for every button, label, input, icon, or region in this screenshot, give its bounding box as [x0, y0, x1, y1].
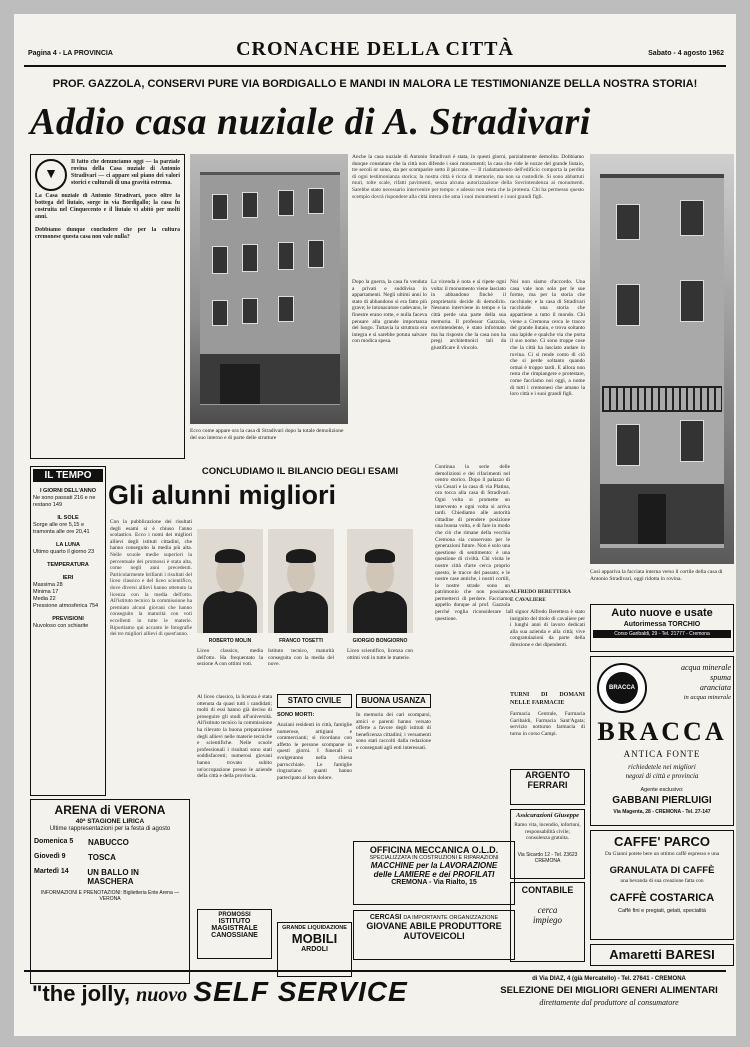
student-name-1: ROBERTO MOLIN — [208, 638, 252, 644]
arena-title: ARENA di VERONA — [54, 803, 166, 817]
jolly-text: "the jolly, — [32, 981, 131, 1006]
header-date: Sabato - 4 agosto 1962 — [648, 50, 724, 57]
student-photo-2 — [268, 529, 334, 633]
weather-line: Pressione atmosferica 754 — [33, 603, 99, 609]
weather-line: Media 22 — [33, 596, 56, 602]
istituto-l2: ISTITUTO — [218, 918, 251, 925]
assic-l3: CREMONA — [534, 858, 561, 864]
arena-opera: TOSCA — [88, 853, 116, 862]
weather-line: Minima 17 — [33, 589, 59, 595]
weather-line: IERI — [62, 575, 74, 581]
bottom-addr: di Via DIAZ, 4 (già Mercatello) - Tel. 27641 - CREMONA — [532, 976, 686, 982]
warning-logo-icon: ▼ — [35, 159, 67, 191]
subheadline: PROF. GAZZOLA, CONSERVI PURE VIA BORDIGALLO E MANDI IN MALORA LE TESTIMONIANZE DELLA NOSTRA STORIA! — [52, 78, 698, 90]
exams-headline: Gli alunni migliori — [108, 480, 337, 510]
arena-day-row — [34, 853, 186, 862]
bottom-sel1: SELEZIONE DEI MIGLIORI GENERI ALIMENTARI — [500, 985, 718, 996]
article-col-1: Dopo la guerra, la casa fu venduta a privati e suddivisa in appartamenti. Negli ultimi anni lo stato di abbandono si era fatto più grave; le intonacature cadevano, le finestre erano rotte, e nulla faceva pensare alla grande importanza del luogo. Tuttavia la struttura era integra e si sarebbe potuta salvare con modica spesa. — [352, 279, 427, 345]
bracca-ad — [590, 656, 734, 826]
amaretti-ad: Amaretti BARESI — [590, 944, 734, 966]
arena-day-row — [34, 838, 186, 847]
caffe-l2: CAFFÈ COSTARICA — [609, 892, 715, 904]
officina-l1: SPECIALIZZATA IN COSTRUZIONI E RIPARAZIONI — [369, 855, 499, 861]
weather-line: Massima 28 — [33, 582, 63, 588]
bracca-agent-name: GABBANI PIERLUIGI — [612, 795, 712, 806]
istituto-l1: PROMOSSI — [218, 912, 251, 918]
assicurazioni-ad — [510, 809, 585, 879]
self-service-text: SELF SERVICE — [193, 976, 408, 1007]
bracca-top3: aranciata — [699, 683, 731, 692]
auto-title: Auto nuove e usate — [611, 607, 713, 619]
mobili-l1: GRANDE LIQUIDAZIONE — [282, 925, 347, 931]
cercasi-l2: GIOVANE ABILE PRODUTTORE — [366, 921, 502, 931]
caffe-text-2: una bevanda di sua creazione fatta con — [620, 878, 704, 884]
mobili-l2: MOBILI — [291, 931, 338, 946]
lead-p2: La Casa nuziale di Antonio Stradivari, poco oltre la bottega del liutaio, sorge in via Bordigallo; la casa fu costruita nel Cinquecento e il liutaio vi abitò per molti anni. — [35, 193, 180, 220]
photo-caption-left: Ecco come appare ora la casa di Stradivari dopo la totale demolizione del suo interno e di parte delle strutture — [190, 428, 344, 441]
weather-line: Ultimo quarto il giorno 23 — [33, 549, 95, 555]
bracca-top4: in acqua minerale — [683, 694, 731, 701]
main-headline: Addio casa nuziale di A. Stradivari — [30, 101, 591, 143]
arena-note: Ultime rappresentazioni per la festa di agosto — [49, 826, 171, 832]
officina-l3: delle LAMIERE e dei PROFILATI — [373, 870, 495, 879]
student-caption-1: Liceo classico, media dell'otto. Ha frequentato la sezione A con ottimi voti. — [197, 648, 263, 668]
article-intro: Anche la casa nuziale di Antonio Stradivari è stata, in questi giorni, parzialmente demolita. Dobbiamo dunque constatare che la città non difende i suoi monumenti; la casa che vide le nozze del grande liutaio, tre secoli or sono, sta per scomparire sotto il piccone. — Il riadattamento dell'edificio comporta la perdita di ogni testimonianza storica; la nostra città è ricca di memorie, ma non sa custodirle. Si sono abbattuti muri, tolte scale, rifatti pavimenti, senza alcuna autorizzazione della Sovrintendenza ai monumenti. Sarebbe stato necessario intervenire per tempo: e adesso non resta che la protesta. Chi ha permesso questo scempio dovrà rispondere alla città intera che ama i suoi monumenti e i suoi grandi figli. — [352, 154, 584, 200]
stato-civile-text: Anziani residenti in città, famiglie numerose, artigiani e commercianti; si ricordano con affetto le persone scomparse in questi giorni. I funerali si svolgeranno nella chiesa parrocchiale. Le famiglie ringraziano quanti hanno partecipato al loro dolore. — [277, 722, 352, 781]
officina-ad — [353, 841, 515, 905]
auto-l2: Corso Garibaldi, 29 - Tel. 21777 - Cremona — [593, 630, 731, 638]
weather-lines — [33, 488, 103, 630]
lead-p1: Il fatto che denunciamo oggi — la parziale rovina della Casa nuziale di Antonio Stradivari — ci appare sul piano dei valori storici e culturali di una gravità estrema. — [71, 159, 180, 186]
weather-line: TEMPERATURA — [47, 562, 89, 568]
header-left: Pagina 4 - LA PROVINCIA — [28, 50, 113, 57]
stato-civile-title: STATO CIVILE — [277, 694, 352, 708]
weather-line: Ne sono passati 216 e ne restano 149 — [33, 495, 96, 508]
bracca-l2: negozi di città e provincia — [625, 772, 699, 780]
article-intro-text: Anche la casa nuziale di Antonio Stradivari è stata, in questi giorni, parzialmente demolita. Dobbiamo dunque constatare che la città non difende i suoi monumenti; la casa che vide le nozze del grande liutaio, tre secoli or sono, sta per scomparire sotto il piccone. — [352, 154, 584, 174]
arena-opera: UN BALLO IN MASCHERA — [87, 868, 139, 886]
student-caption-2: Istituto tecnico, maturità conseguita con la media del nove. — [268, 648, 334, 668]
student-photo-1 — [197, 529, 263, 633]
arena-day: Domenica 5 — [34, 838, 74, 845]
student-caption-3: Liceo scientifico, licenza con ottimi voti in tutte le materie. — [347, 648, 413, 661]
bottom-right-block — [484, 976, 734, 1007]
courtyard-photo — [590, 154, 734, 564]
bracca-brand: BRACCA — [597, 717, 727, 746]
bracca-top1: acqua minerale — [681, 663, 731, 672]
turni-text: Farmacia Centrale, Farmacia Garibaldi, Farmacia Sant'Agata; servizio notturno farmacia di turno in corso Campi. — [510, 711, 585, 737]
weather-line: IL SOLE — [57, 515, 79, 521]
student-name-2: FRANCO TOSETTI — [279, 638, 323, 644]
bracca-agent: Agente esclusivo: — [640, 787, 684, 793]
article-col-2: La vicenda è nota e si ripete ogni volta: il monumento viene lasciato in abbandono finchè il proprietario decide di demolirlo. Nessuno interviene in tempo e la città perde una parte della sua memoria. Il professor Gazzola, sovrintendente, è stato informato ma ha risposto che la casa non ha pregi architettonici tali da giustificare il vincolo. — [431, 279, 506, 351]
buona-usanza-text: In memoria dei cari scomparsi, amici e parenti hanno versato offerte a favore degli istituti di beneficenza cittadini; i versamenti sono stati raccolti dalla redazione e consegnati agli enti interessati. — [356, 712, 431, 751]
bottom-rule — [24, 970, 726, 972]
contabile-l1: cerca — [537, 905, 558, 915]
officina-l4: CREMONA - Via Rialto, 15 — [391, 879, 477, 886]
exams-kicker: CONCLUDIAMO IL BILANCIO DEGLI ESAMI — [201, 466, 399, 477]
weather-line: Sorge alle ore 5,15 e tramonta alle ore 20,41 — [33, 522, 90, 535]
buona-usanza-title: BUONA USANZA — [356, 694, 431, 708]
lead-p3: Dobbiamo dunque concludere che per la cultura cremonese questa casa non vale nulla? — [35, 227, 180, 240]
assic-text: Ramo vita, incendio, infortuni, responsabilità civile; consulenza gratuita. — [514, 822, 581, 842]
exams-intro-text: Con la pubblicazione dei risultati degli esami si è chiuso l'anno scolastico. Ecco i nomi dei migliori allievi degli istituti cittadini, che hanno conseguito la media più alta. — [110, 519, 192, 552]
arena-box — [30, 799, 190, 984]
auto-l1: Autorimessa TORCHIO — [623, 621, 701, 628]
mobili-ad — [277, 922, 352, 977]
istituto-l4: CANOSSIANE — [211, 932, 258, 939]
contabile-l2: impiego — [533, 915, 562, 925]
student-name-3: GIORGIO BONGIORNO — [352, 638, 408, 644]
alfredo-l2: È CAVALIERE — [510, 597, 546, 603]
officina-l2: MACCHINE per la LAVORAZIONE — [370, 861, 498, 870]
argento-ad — [510, 769, 585, 805]
arena-day-row — [34, 868, 186, 886]
article-col-4: Continua la serie delle demolizioni e dei rifacimenti nel centro storico. Dopo il palazzo di via Cesari e la casa di via Platina, ora tocca alla casa di Stradivari. Ogni volta si promette un intervento e ogni volta si arriva tardi. Chiediamo alle autorità cittadine di prendere posizione una buona volta, e di fare in modo che ciò che rimane della vecchia Cremona sia conservato per le generazioni future. Non è solo una questione di sentimento: è una questione di civiltà. Chi visita le nostre città d'arte cerca proprio questo, le tracce del passato; e le nostre case antiche, i nostri cortili, le nostre strade sono un patrimonio che non possiamo permetterci di perdere. Facciamo appello dunque al prof. Gazzola perché voglia riconsiderare la questione. — [435, 464, 510, 622]
exams-col-2: Al liceo classico, la licenza è stata ottenuta da quasi tutti i candidati; molti di essi hanno già deciso di proseguire gli studi all'università. All'istituto tecnico la commissione ha rilevato la buona preparazione degli allievi nelle materie tecniche e scientifiche. Nelle scuole professionali i risultati sono stati soddisfacenti; numerosi giovani hanno trovato subito un'occupazione presso le aziende della città e della provincia. — [197, 694, 272, 780]
alfredo-l1: ALFREDO BERETTERA — [510, 589, 571, 595]
bracca-logo-icon: BRACCA — [597, 663, 647, 713]
student-photo-3 — [347, 529, 413, 633]
arena-opera: NABUCCO — [88, 838, 129, 847]
weather-box — [30, 466, 106, 796]
top-rule — [24, 65, 726, 67]
arena-footer: INFORMAZIONI E PRENOTAZIONI: Biglietteria Ente Arena — VERONA — [40, 890, 180, 902]
caffe-title: CAFFE' PARCO — [613, 834, 710, 849]
caffe-l3: Caffè fini e pregiati, gelati, specialità — [618, 908, 706, 914]
newspaper-page — [14, 14, 736, 1036]
stato-civile-sub: SONO MORTI: — [277, 712, 315, 718]
weather-line: PREVISIONI — [52, 616, 84, 622]
weather-title: IL TEMPO — [33, 469, 103, 482]
arena-day: Martedì 14 — [34, 868, 69, 875]
photo-caption-right: Così appariva la facciata interna verso il cortile della casa di Antonio Stradivari, oggi ridotta in rovina. — [590, 569, 723, 582]
bracca-sub: ANTICA FONTE — [623, 749, 701, 759]
arena-day: Giovedì 9 — [34, 853, 66, 860]
lead-box — [30, 154, 185, 459]
bracca-l1: richiedetele nei migliori — [628, 763, 696, 771]
article-col-3: Noi non siamo d'accordo. Una casa vale non solo per le sue forme, ma per la storia che racchiude; e la casa di Stradivari racchiude una storia che appartiene a tutto il mondo. Chi viene a Cremona cerca le tracce del grande liutaio, e trova soltanto una lapide e qualche via che porta il suo nome. Ci sono troppe cose che la città ha lasciato andare in rovina. Ci si rende conto di ciò che si perde soltanto quando ormai è troppo tardi. E allora non resta che rimpiangere e protestare, come facciamo noi oggi, a nome di tutti i cremonesi che amano la loro città e i suoi grandi figli. — [510, 279, 585, 398]
caffe-ad — [590, 830, 734, 940]
argento-l1: ARGENTO — [525, 770, 570, 780]
jolly-label — [32, 976, 408, 1008]
alfredo-text: Il signor Alfredo Berettera è stato insignito del titolo di cavaliere per i lunghi anni di lavoro dedicati alla sua azienda e alla città; vive congratulazioni da parte della direzione e dei dipendenti. — [510, 609, 585, 648]
cercasi-l1: DA IMPORTANTE ORGANIZZAZIONE — [403, 915, 499, 921]
mobili-l3: ARDOLI — [301, 946, 328, 953]
officina-title: OFFICINA MECCANICA O.L.D. — [369, 845, 499, 855]
cercasi-title: CERCASI — [369, 914, 402, 921]
nuovo-text: nuovo — [136, 984, 188, 1006]
bracca-top2: spuma — [710, 673, 731, 682]
weather-line: Nuvoloso con schiarite — [33, 623, 89, 629]
caffe-text: Da Gianni potete bere un ottimo caffè espresso e una — [604, 851, 720, 857]
caffe-l1: GRANULATA DI CAFFÈ — [609, 865, 715, 876]
contabile-ad — [510, 882, 585, 962]
istituto-l3: MAGISTRALE — [211, 925, 258, 932]
turni-title: TURNI DI DOMANI NELLE FARMACIE — [510, 692, 585, 706]
weather-line: LA LUNA — [56, 542, 80, 548]
cercasi-ad — [353, 910, 515, 960]
cercasi-l3: AUTOVEICOLI — [403, 931, 465, 941]
istituto-ad — [197, 909, 272, 959]
argento-l2: FERRARI — [527, 780, 568, 790]
auto-ad — [590, 604, 734, 652]
stradivari-house-photo — [190, 154, 348, 424]
bottom-sel2: direttamente dal produttore al consumatore — [539, 998, 679, 1007]
masthead: CRONACHE DELLA CITTÀ — [236, 38, 514, 60]
arena-subtitle: 40ª STAGIONE LIRICA — [75, 818, 145, 825]
bracca-agent-addr: Via Magenta, 28 - CREMONA - Tel. 27-147 — [613, 809, 711, 815]
assic-l2: Via Sicardo 12 - Tel. 23623 — [517, 852, 578, 858]
arena-days — [34, 838, 186, 886]
weather-line: I GIORNI DELL'ANNO — [39, 488, 96, 494]
contabile-title: CONTABILE — [521, 885, 574, 895]
assic-l1: Assicurazioni Giuseppe — [515, 812, 580, 819]
exams-intro: Con la pubblicazione dei risultati degli esami si è chiuso l'anno scolastico. Ecco i nomi dei migliori allievi degli istituti cittadini, che hanno conseguito la media più alta. Nelle scuole medie superiori la percentuale dei promossi è stata alta, come negli anni precedenti. Particolarmente brillanti i risultati del liceo classico e del liceo scientifico, dove diversi allievi hanno ottenuto la licenza con la media dell'otto. All'istituto tecnico la commissione ha premiato alcuni giovani che hanno conseguito la maturità con voti eccellenti in tutte le materie. Riportiamo qui accanto le fotografie dei tre migliori allievi di quest'anno. — [110, 519, 192, 638]
